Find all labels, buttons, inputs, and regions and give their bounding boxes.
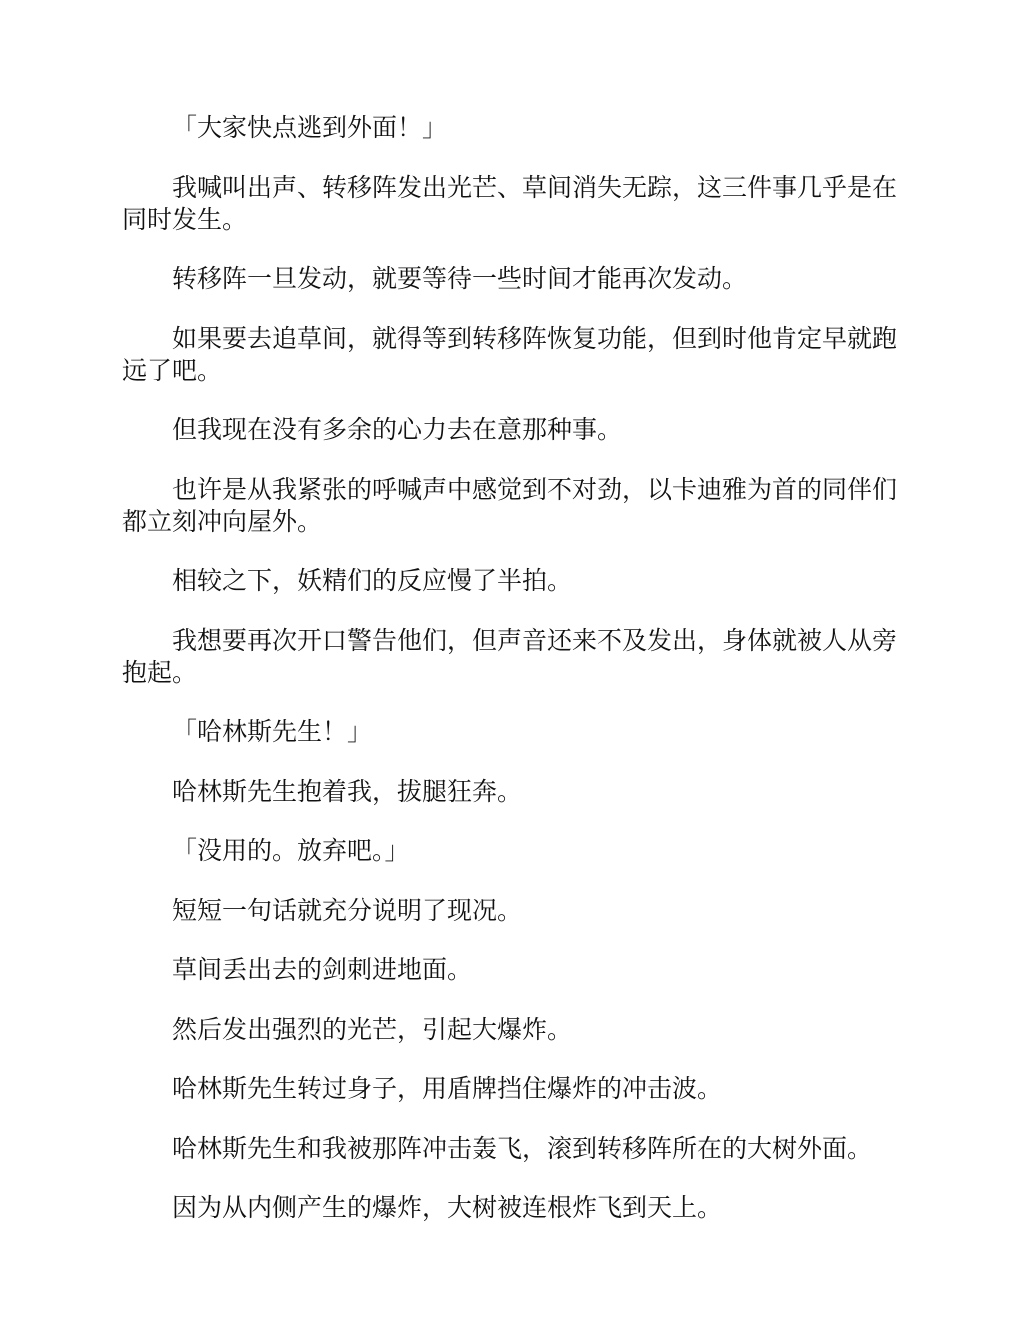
paragraph-10: 哈林斯先生抱着我，拔腿狂奔。	[172, 776, 523, 806]
paragraph-9: 「哈林斯先生！」	[172, 717, 373, 746]
paragraph-17: 因为从内侧产生的爆炸，大树被连根炸飞到天上。	[172, 1193, 723, 1222]
paragraph-1: 「大家快点逃到外面！」	[172, 113, 448, 142]
paragraph-4: 如果要去追草间，就得等到转移阵恢复功能，但到时他肯定早就跑远了吧。	[122, 323, 898, 385]
paragraph-14: 然后发出强烈的光芒，引起大爆炸。	[172, 1014, 573, 1044]
paragraph-15: 哈林斯先生转过身子，用盾牌挡住爆炸的冲击波。	[172, 1074, 723, 1103]
paragraph-2: 我喊叫出声、转移阵发出光芒、草间消失无踪，这三件事几乎是在同时发生。	[122, 172, 898, 234]
paragraph-16: 哈林斯先生和我被那阵冲击轰飞，滚到转移阵所在的大树外面。	[172, 1133, 873, 1163]
paragraph-12: 短短一句话就充分说明了现况。	[172, 895, 523, 925]
paragraph-7: 相较之下，妖精们的反应慢了半拍。	[172, 566, 573, 595]
body-text	[122, 112, 898, 1252]
paragraph-8: 我想要再次开口警告他们，但声音还来不及发出，身体就被人从旁抱起。	[122, 625, 898, 687]
paragraph-6: 也许是从我紧张的呼喊声中感觉到不对劲，以卡迪雅为首的同伴们都立刻冲向屋外。	[122, 474, 898, 536]
paragraph-5: 但我现在没有多余的心力去在意那种事。	[172, 415, 623, 444]
paragraph-3: 转移阵一旦发动，就要等待一些时间才能再次发动。	[172, 264, 748, 293]
paragraph-11: 「没用的。放弃吧。」	[172, 836, 410, 865]
paragraph-13: 草间丢出去的剑刺进地面。	[172, 955, 473, 984]
